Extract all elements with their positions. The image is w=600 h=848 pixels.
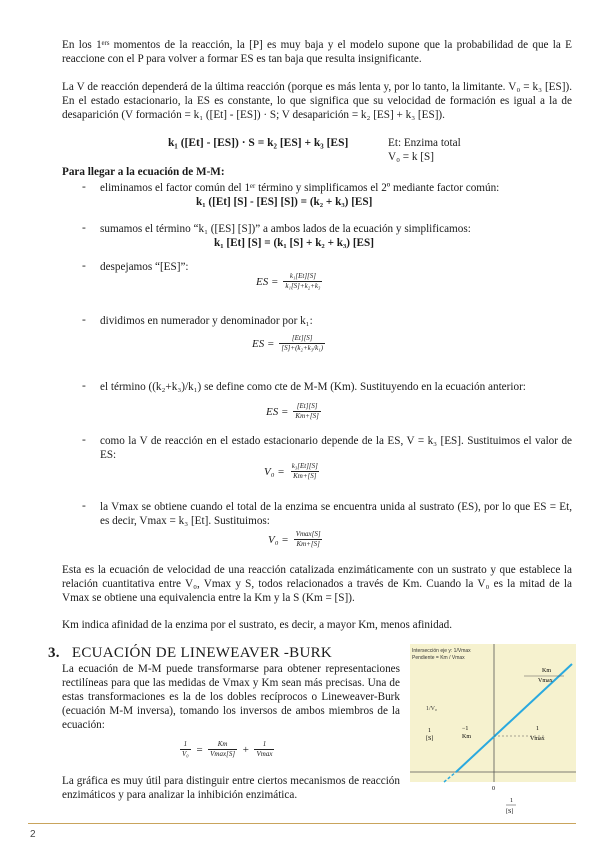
bullet-dash: - [82, 314, 86, 326]
bullet-dash: - [82, 181, 86, 193]
fraction-numerator: k₁[Et][S] [289, 272, 316, 280]
fraction-numerator: 1 [262, 740, 267, 748]
fraction-denominator: Vmax[S] [210, 750, 236, 758]
page-number: 2 [30, 829, 36, 840]
equation-es-2 [252, 334, 325, 353]
lineweaver-burk-plot [406, 642, 578, 820]
fraction-numerator: [Et][S] [291, 334, 313, 342]
fraction-numerator: k₃[Et][S] [291, 462, 318, 470]
fraction-numerator: Km [217, 740, 228, 748]
x-axis-label-num: 1 [510, 798, 513, 804]
step-text: el término ((k₂+k₃)/k₁) se define como cte de M-M (Km). Sustituyendo en la ecuación anterior: [100, 381, 526, 393]
equation-lhs: ES = [252, 337, 275, 350]
step-text: como la V de reacción en el estado estacionario depende de la ES, V = k₃ [ES]. Sustituimos el valor de ES: [100, 435, 572, 461]
equation-lhs: ES = [256, 275, 279, 288]
equation-lineweaver-burk: $\frac{1}{\text{V₀}}$ = $\frac{Km}{Vmax[S]}$ + $\frac{1}{Vmax}$ [182, 740, 273, 758]
fraction-numerator: Vmax[S] [295, 530, 321, 538]
fraction-denominator: Km+[S] [296, 540, 320, 548]
slope-num: Km [542, 668, 551, 674]
equation-v0-1 [264, 462, 320, 481]
bullet-dash: - [82, 380, 86, 392]
bullet-dash: - [82, 500, 86, 512]
bullet-dash: - [82, 222, 86, 234]
note-total-enzyme: Et: Enzima total [388, 137, 461, 149]
footer-rule [28, 823, 576, 824]
lead-text: Para llegar a la ecuación de M-M: [62, 166, 225, 178]
fraction-numerator: [Et][S] [296, 402, 318, 410]
equation-lhs: ES = [266, 405, 289, 418]
steady-state-equation: k₁ ([Et] - [ES]) · S = k₂ [ES] + k₃ [ES] [168, 137, 349, 149]
paragraph-initial-moments: En los 1ᵉʳˢ momentos de la reacción, la [P] es muy baja y el modelo supone que la probabilidad de que la E reaccione con el P para volver a formar ES es tan baja que resulta insignificante. [62, 39, 572, 65]
bullet-dash: - [82, 434, 86, 446]
slope-den: Vmax [538, 678, 553, 684]
equation-lhs: V₀ = [264, 465, 285, 478]
step-text: la Vmax se obtiene cuando el total de la enzima se encuentra unida al sustrato (ES), por lo que ES = Et, es decir, Vmax = k₃ [Et]. Sustituimos: [100, 501, 572, 527]
section-title: ECUACIÓN DE LINEWEAVER -BURK [71, 645, 333, 661]
paragraph-reaction-rate: La V de reacción dependerá de la última reacción (porque es más lenta y, por lo tanto, la limitante. V₀ = k₃ [ES]). En el estado estacionario, la ES es constante, lo que significa que su velocidad de formación es igual a la de desaparición (V formación = k₁ ([Et] - [ES]) · S; V desaparición = k₂ [ES] + k₃ [ES]). [62, 81, 572, 121]
fraction-denominator: Vmax [256, 750, 273, 758]
paragraph-km-affinity: Km indica afinidad de la enzima por el sustrato, es decir, a mayor Km, menos afinidad. [62, 619, 453, 631]
xint-left-den: [S] [426, 736, 434, 742]
equation-es-3 [266, 402, 321, 421]
equation-es-1 [256, 272, 322, 291]
step-result: k₁ [Et] [S] = (k₁ [S] + k₂ + k₃) [ES] [214, 237, 374, 249]
fraction-numerator: 1 [183, 740, 188, 748]
xint-right-den: Km [462, 734, 471, 740]
x-axis-label-den: [S] [506, 809, 514, 815]
note-v0: V₀ = k [S] [388, 151, 434, 163]
equation-v0-2 [268, 530, 323, 549]
figure-label-slope: Pendiente = Km / Vmax [412, 655, 465, 661]
step-text: sumamos el término “k₁ ([ES] [S])” a ambos lados de la ecuación y simplificamos: [100, 223, 471, 235]
fraction-denominator: V₀ [182, 750, 189, 758]
section-number: 3. [48, 645, 60, 661]
yint-den: Vmax [530, 736, 545, 742]
fraction-denominator: [S]+(k₂+k₃/k₁) [281, 344, 324, 352]
origin-label: 0 [492, 786, 495, 792]
y-axis-label: 1/V₀ [426, 706, 438, 712]
step-text: dividimos en numerador y denominador por k₁: [100, 315, 313, 327]
fraction-denominator: Km+[S] [293, 472, 317, 480]
step-text: eliminamos el factor común del 1ᵉʳ término y simplificamos el 2º mediante factor común: [100, 182, 500, 194]
paragraph-lineweaver: La ecuación de M-M puede transformarse para obtener representaciones rectilíneas para que las medidas de Vmax y Km sean más precisas. Una de estas transformaciones es la de los dobles recíprocos o Lineweaver-Burk (ecuación M-M inversa), tomando los inversos de ambos miembros de la ecuación: [62, 663, 400, 731]
plot-background [410, 644, 576, 782]
figure-label-intercept: Intersección eje y: 1/Vmax [412, 648, 471, 654]
bullet-dash: - [82, 260, 86, 272]
paragraph-graph-usefulness: La gráfica es muy útil para distinguir entre ciertos mecanismos de reacción enzimáticos y para analizar la inhibición enzimática. [62, 775, 400, 801]
equation-lhs: V₀ = [268, 533, 289, 546]
step-text: despejamos “[ES]”: [100, 261, 189, 273]
fraction-denominator: Km+[S] [295, 412, 319, 420]
xint-left-num: 1 [428, 728, 431, 734]
paragraph-mm-summary: Esta es la ecuación de velocidad de una reacción catalizada enzimáticamente con un sustrato y que establece la relación cuantitativa entre V₀, Vmax y S, todos relacionados a través de Km. Cuando la V₀ es la mitad de la Vmax se obtiene una equivalencia entre la Km y la S (Km = [S]). [62, 564, 572, 604]
fraction-denominator: k₁[S]+k₂+k₃ [285, 282, 321, 290]
yint-num: 1 [536, 726, 539, 732]
step-result: k₁ ([Et] [S] - [ES] [S]) = (k₂ + k₃) [ES] [196, 196, 373, 208]
xint-right-num: −1 [462, 726, 469, 732]
section-heading [48, 645, 332, 662]
